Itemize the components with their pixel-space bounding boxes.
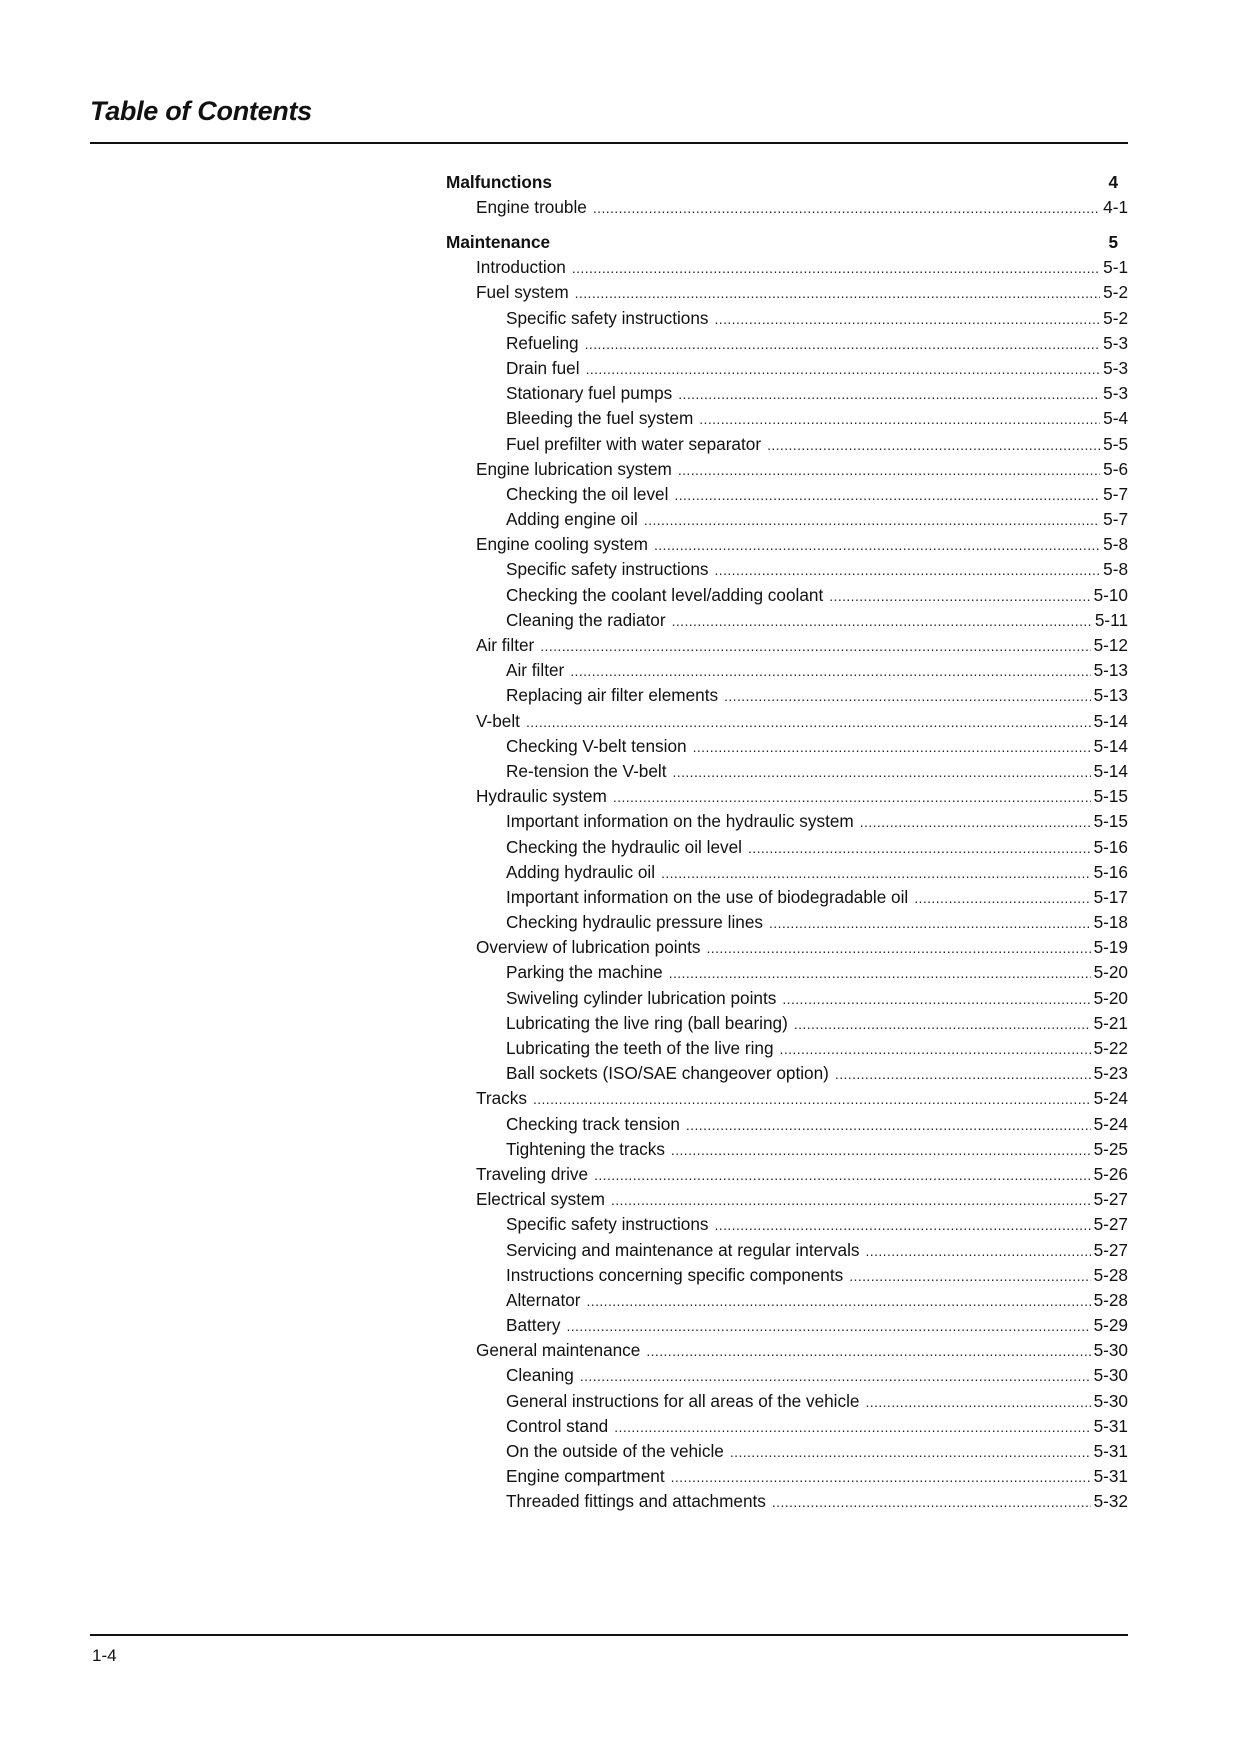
- toc-section[interactable]: [446, 532, 1128, 557]
- toc-subsection[interactable]: [446, 809, 1128, 834]
- toc-entry-label: Cleaning: [506, 1365, 574, 1386]
- toc-dot-leader: [772, 1490, 1091, 1515]
- toc-entry-label: Engine cooling system: [476, 534, 648, 555]
- toc-dot-leader: [865, 1390, 1090, 1415]
- toc-dot-leader: [715, 1213, 1091, 1238]
- toc-page-number: 5-28: [1093, 1264, 1128, 1285]
- toc-dot-leader: [678, 458, 1100, 483]
- toc-page-number: 5-31: [1093, 1466, 1128, 1487]
- toc-subsection[interactable]: [446, 1389, 1128, 1414]
- toc-dot-leader: [526, 710, 1091, 735]
- toc-section[interactable]: [446, 1187, 1128, 1212]
- toc-dot-leader: [646, 1339, 1090, 1364]
- toc-dot-leader: [586, 357, 1101, 382]
- toc-page-number: 5-27: [1093, 1239, 1128, 1260]
- toc-entry-label: Adding hydraulic oil: [506, 861, 656, 882]
- toc-entry-label: Checking hydraulic pressure lines: [506, 912, 763, 933]
- toc-page-number: 5-5: [1103, 433, 1128, 454]
- toc-dot-leader: [699, 407, 1100, 432]
- toc-subsection[interactable]: [446, 910, 1128, 935]
- toc-page-number: 5-7: [1103, 509, 1128, 530]
- toc-entry-label: Threaded fittings and attachments: [506, 1491, 766, 1512]
- toc-section[interactable]: [446, 935, 1128, 960]
- toc-page-number: 5-8: [1103, 534, 1128, 555]
- toc-page-number: 5-21: [1093, 1012, 1128, 1033]
- toc-dot-leader: [730, 1440, 1091, 1465]
- toc-subsection[interactable]: [446, 306, 1128, 331]
- toc-page-number: 5-29: [1093, 1315, 1128, 1336]
- toc-entry-label: Specific safety instructions: [506, 307, 709, 328]
- toc-dot-leader: [572, 256, 1100, 281]
- toc-entry-label: Maintenance: [446, 232, 551, 253]
- toc-entry-label: Fuel system: [476, 282, 569, 303]
- toc-page-number: 5-2: [1103, 307, 1128, 328]
- toc-section[interactable]: [446, 1162, 1128, 1187]
- toc-subsection[interactable]: [446, 356, 1128, 381]
- toc-section[interactable]: [446, 1086, 1128, 1111]
- toc-subsection[interactable]: [446, 507, 1128, 532]
- toc-entry-label: Control stand: [506, 1415, 609, 1436]
- toc-dot-leader: [782, 987, 1090, 1012]
- toc-dot-leader: [587, 1289, 1091, 1314]
- toc-page-number: 5-30: [1093, 1340, 1128, 1361]
- toc-entry-label: Alternator: [506, 1289, 581, 1310]
- toc-dot-leader: [654, 533, 1100, 558]
- toc-dot-leader: [794, 1012, 1091, 1037]
- toc-page-number: 5-10: [1093, 584, 1128, 605]
- toc-page-number: 5-20: [1093, 962, 1128, 983]
- toc-page-number: 5-13: [1093, 660, 1128, 681]
- toc-subsection[interactable]: [446, 482, 1128, 507]
- toc-page-number: 5-8: [1103, 559, 1128, 580]
- toc-entry-label: Malfunctions: [446, 172, 552, 192]
- toc-subsection[interactable]: [446, 1414, 1128, 1439]
- toc-entry-label: Refueling: [506, 332, 579, 353]
- toc-entry-label: Hydraulic system: [476, 786, 607, 807]
- toc-page-number: 5-31: [1093, 1415, 1128, 1436]
- toc-page-number: 5-24: [1093, 1088, 1128, 1109]
- toc-subsection[interactable]: [446, 1363, 1128, 1388]
- toc-entry-label: Air filter: [476, 635, 535, 655]
- toc-chapter[interactable]: [446, 170, 1128, 195]
- header-rule: [90, 142, 1128, 144]
- toc-entry-label: Engine compartment: [506, 1466, 665, 1487]
- toc-subsection[interactable]: [446, 1489, 1128, 1514]
- toc-entry-label: Re-tension the V-belt: [506, 760, 667, 781]
- toc-dot-leader: [613, 785, 1091, 810]
- toc-dot-leader: [672, 609, 1092, 634]
- toc-page-number: 5-4: [1103, 408, 1128, 429]
- toc-dot-leader: [715, 558, 1101, 583]
- toc-entry-label: Adding engine oil: [506, 509, 638, 530]
- toc-page-number: 5-25: [1093, 1138, 1128, 1159]
- toc-page-number: 5: [1108, 232, 1118, 253]
- toc-subsection[interactable]: [446, 557, 1128, 582]
- toc-entry-label: Replacing air filter elements: [506, 685, 719, 706]
- toc-entry-label: Traveling drive: [476, 1163, 589, 1184]
- toc-page-number: 5-14: [1093, 760, 1128, 781]
- toc-dot-leader: [866, 1239, 1091, 1264]
- toc-page-number: 5-22: [1093, 1038, 1128, 1058]
- toc-page-number: 5-20: [1093, 987, 1128, 1008]
- toc-entry-label: Air filter: [506, 660, 565, 681]
- toc-dot-leader: [611, 1188, 1091, 1213]
- toc-subsection[interactable]: [446, 885, 1128, 910]
- toc-subsection[interactable]: [446, 406, 1128, 431]
- toc-entry-label: Specific safety instructions: [506, 559, 709, 580]
- toc-dot-leader: [829, 584, 1090, 609]
- toc-page-number: 5-30: [1093, 1390, 1128, 1411]
- toc-subsection[interactable]: [446, 960, 1128, 985]
- toc-dot-leader: [707, 936, 1091, 961]
- toc-subsection[interactable]: [446, 658, 1128, 683]
- toc-subsection[interactable]: [446, 1061, 1128, 1086]
- toc-dot-leader: [593, 196, 1100, 221]
- toc-entry-label: Checking V-belt tension: [506, 735, 687, 756]
- toc-section[interactable]: [446, 457, 1128, 482]
- toc-entry-label: Parking the machine: [506, 962, 663, 983]
- page-title: Table of Contents: [90, 96, 312, 126]
- toc-entry-label: General maintenance: [476, 1340, 641, 1361]
- toc-entry-label: Checking track tension: [506, 1113, 680, 1134]
- toc-dot-leader: [540, 634, 1090, 659]
- toc-entry-label: Fuel prefilter with water separator: [506, 433, 762, 454]
- toc-entry-label: Important information on the use of biodegradable oil: [506, 886, 909, 907]
- toc-page-number: 5-7: [1103, 483, 1128, 504]
- toc-dot-leader: [693, 735, 1091, 760]
- toc-page-number: 5-16: [1093, 836, 1128, 857]
- toc-entry-label: Important information on the hydraulic system: [506, 811, 854, 832]
- toc-entry-label: On the outside of the vehicle: [506, 1441, 724, 1461]
- toc-entry-label: Instructions concerning specific components: [506, 1264, 844, 1285]
- toc-dot-leader: [673, 760, 1091, 785]
- toc-dot-leader: [566, 1314, 1090, 1339]
- toc-page-number: 5-1: [1103, 257, 1128, 278]
- toc-page-number: 5-3: [1103, 332, 1128, 353]
- toc-dot-leader: [780, 1037, 1091, 1062]
- toc-section[interactable]: [446, 784, 1128, 809]
- toc-page-number: 5-30: [1093, 1365, 1128, 1386]
- toc-entry-label: Drain fuel: [506, 357, 580, 378]
- toc-section[interactable]: [446, 280, 1128, 305]
- toc-dot-leader: [580, 1364, 1091, 1389]
- page-number: 1-4: [92, 1646, 117, 1665]
- toc-subsection[interactable]: [446, 432, 1128, 457]
- toc-subsection[interactable]: [446, 683, 1128, 708]
- toc-page-number: 5-16: [1093, 861, 1128, 882]
- toc-entry-label: Lubricating the live ring (ball bearing): [506, 1012, 788, 1033]
- toc-entry-label: Swiveling cylinder lubrication points: [506, 987, 777, 1008]
- toc-section[interactable]: [446, 195, 1128, 220]
- toc-entry-label: Electrical system: [476, 1189, 605, 1210]
- toc-dot-leader: [644, 508, 1100, 533]
- toc-page-number: 5-24: [1093, 1113, 1128, 1134]
- toc-entry-label: Battery: [506, 1315, 561, 1336]
- toc-dot-leader: [849, 1264, 1090, 1289]
- toc-dot-leader: [724, 684, 1091, 709]
- toc-subsection[interactable]: [446, 835, 1128, 860]
- table-of-contents: [446, 170, 1128, 1515]
- toc-dot-leader: [835, 1062, 1091, 1087]
- toc-subsection[interactable]: [446, 1313, 1128, 1338]
- toc-subsection[interactable]: [446, 1288, 1128, 1313]
- toc-entry-label: Checking the hydraulic oil level: [506, 836, 742, 857]
- toc-subsection[interactable]: [446, 759, 1128, 784]
- toc-dot-leader: [594, 1163, 1091, 1188]
- toc-page-number: 5-14: [1093, 710, 1128, 731]
- toc-dot-leader: [715, 307, 1101, 332]
- toc-page-number: 4: [1108, 172, 1118, 192]
- toc-subsection[interactable]: [446, 1263, 1128, 1288]
- toc-entry-label: Ball sockets (ISO/SAE changeover option): [506, 1063, 829, 1084]
- toc-dot-leader: [614, 1415, 1090, 1440]
- toc-subsection[interactable]: [446, 1464, 1128, 1489]
- toc-subsection[interactable]: [446, 986, 1128, 1011]
- toc-page-number: 5-23: [1093, 1063, 1128, 1084]
- toc-dot-leader: [661, 861, 1091, 886]
- toc-page-number: 5-6: [1103, 458, 1128, 479]
- toc-dot-leader: [585, 332, 1101, 357]
- toc-dot-leader: [686, 1113, 1091, 1138]
- toc-page-number: 5-18: [1093, 912, 1128, 933]
- toc-entry-label: General instructions for all areas of the vehicle: [506, 1390, 860, 1411]
- toc-page-number: 5-27: [1093, 1214, 1128, 1235]
- toc-entry-label: Tracks: [476, 1088, 527, 1109]
- toc-entry-label: Engine lubrication system: [476, 458, 672, 479]
- toc-dot-leader: [914, 886, 1090, 911]
- toc-page-number: 5-3: [1103, 383, 1128, 404]
- toc-page-number: 5-17: [1093, 886, 1128, 907]
- toc-entry-label: Introduction: [476, 257, 566, 278]
- toc-entry-label: Stationary fuel pumps: [506, 383, 673, 404]
- toc-page-number: 5-15: [1093, 786, 1128, 807]
- toc-dot-leader: [769, 911, 1091, 936]
- toc-entry-label: Tightening the tracks: [506, 1138, 665, 1159]
- toc-page-number: 5-11: [1094, 609, 1128, 630]
- toc-subsection[interactable]: [446, 1439, 1128, 1464]
- toc-subsection[interactable]: [446, 860, 1128, 885]
- toc-entry-label: Checking the oil level: [506, 483, 669, 504]
- toc-entry-label: Checking the coolant level/adding coolant: [506, 584, 824, 605]
- toc-page-number: 5-19: [1093, 937, 1128, 958]
- toc-dot-leader: [678, 382, 1100, 407]
- toc-entry-label: Cleaning the radiator: [506, 609, 666, 630]
- toc-subsection[interactable]: [446, 583, 1128, 608]
- toc-section[interactable]: [446, 709, 1128, 734]
- toc-section[interactable]: [446, 633, 1128, 658]
- toc-dot-leader: [669, 961, 1091, 986]
- footer-rule: [90, 1634, 1128, 1636]
- toc-page-number: 5-13: [1093, 685, 1128, 706]
- toc-page-number: 5-14: [1093, 735, 1128, 756]
- toc-dot-leader: [748, 836, 1091, 861]
- toc-subsection[interactable]: [446, 1137, 1128, 1162]
- toc-dot-leader: [575, 281, 1101, 306]
- toc-subsection[interactable]: [446, 1238, 1128, 1263]
- toc-entry-label: Specific safety instructions: [506, 1214, 709, 1235]
- toc-page-number: 5-27: [1093, 1189, 1128, 1210]
- toc-page-number: 5-28: [1093, 1289, 1128, 1310]
- toc-dot-leader: [570, 659, 1090, 684]
- toc-entry-label: Engine trouble: [476, 197, 587, 217]
- toc-page-number: 5-3: [1103, 357, 1128, 378]
- toc-page-number: 5-32: [1093, 1491, 1128, 1512]
- toc-subsection[interactable]: [446, 1112, 1128, 1137]
- toc-page-number: 4-1: [1103, 197, 1128, 217]
- toc-subsection[interactable]: [446, 381, 1128, 406]
- toc-section[interactable]: [446, 1338, 1128, 1363]
- toc-dot-leader: [674, 483, 1100, 508]
- toc-subsection[interactable]: [446, 331, 1128, 356]
- toc-subsection[interactable]: [446, 1212, 1128, 1237]
- toc-entry-label: Servicing and maintenance at regular intervals: [506, 1239, 860, 1260]
- toc-dot-leader: [671, 1465, 1091, 1490]
- toc-section[interactable]: [446, 255, 1128, 280]
- toc-dot-leader: [533, 1087, 1091, 1112]
- toc-entry-label: Bleeding the fuel system: [506, 408, 694, 429]
- toc-page-number: 5-31: [1093, 1441, 1128, 1461]
- toc-dot-leader: [671, 1138, 1091, 1163]
- toc-subsection[interactable]: [446, 608, 1128, 633]
- toc-subsection[interactable]: [446, 1036, 1128, 1061]
- toc-chapter[interactable]: [446, 230, 1128, 255]
- toc-subsection[interactable]: [446, 734, 1128, 759]
- toc-dot-leader: [860, 810, 1091, 835]
- toc-entry-label: Lubricating the teeth of the live ring: [506, 1038, 774, 1058]
- toc-entry-label: V-belt: [476, 710, 520, 731]
- toc-page-number: 5-12: [1093, 635, 1128, 655]
- toc-dot-leader: [767, 433, 1100, 458]
- toc-subsection[interactable]: [446, 1011, 1128, 1036]
- toc-entry-label: Overview of lubrication points: [476, 937, 701, 958]
- toc-page-number: 5-15: [1093, 811, 1128, 832]
- toc-page-number: 5-2: [1103, 282, 1128, 303]
- toc-page-number: 5-26: [1093, 1163, 1128, 1184]
